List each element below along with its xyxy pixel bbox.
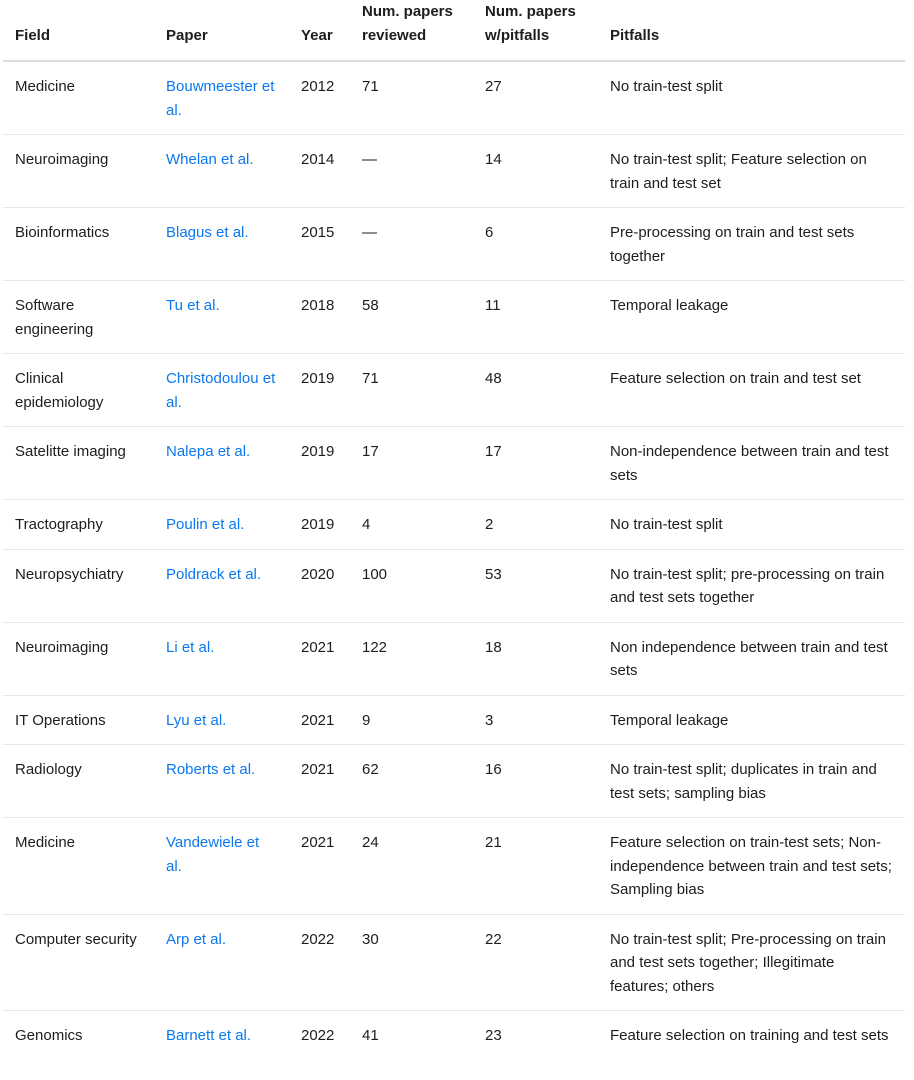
cell-field	[3, 500, 154, 550]
num-with-pitfalls-text: 16	[485, 761, 502, 778]
year-text: 2022	[301, 1027, 335, 1044]
table-row	[3, 208, 905, 281]
paper-link[interactable]: Christodoulou et al.	[166, 370, 276, 411]
num-reviewed-text: 71	[362, 370, 379, 387]
cell-num-with-pitfalls	[473, 622, 598, 695]
field-text: Clinical epidemiology	[15, 370, 104, 411]
year-text: 2019	[301, 443, 335, 460]
pitfalls-text: Feature selection on training and test sets	[610, 1027, 889, 1044]
cell-field	[3, 914, 154, 1011]
cell-field	[3, 1011, 154, 1060]
pitfalls-text: No train-test split; duplicates in train and test sets; sampling bias	[610, 761, 877, 802]
field-text: Tractography	[15, 516, 103, 533]
num-reviewed-text: 122	[362, 638, 388, 656]
paper-link[interactable]: Blagus et al.	[166, 224, 249, 241]
field-text: Radiology	[15, 761, 82, 778]
num-reviewed-text: 71	[362, 78, 379, 95]
num-with-pitfalls-text: 22	[485, 930, 502, 948]
field-text: IT Operations	[15, 711, 106, 729]
cell-paper	[154, 61, 289, 135]
cell-year	[289, 135, 350, 208]
pitfalls-text: Non independence between train and test sets	[610, 638, 888, 679]
cell-num-with-pitfalls	[473, 695, 598, 745]
cell-num-reviewed	[350, 695, 473, 745]
header-paper: Paper	[154, 0, 289, 61]
table-row	[3, 549, 905, 622]
cell-pitfalls	[598, 61, 905, 135]
cell-pitfalls	[598, 818, 905, 915]
cell-num-with-pitfalls	[473, 914, 598, 1011]
cell-paper	[154, 622, 289, 695]
cell-num-reviewed	[350, 549, 473, 622]
cell-year	[289, 1011, 350, 1060]
num-reviewed-text: —	[362, 151, 377, 168]
cell-pitfalls	[598, 745, 905, 818]
cell-num-with-pitfalls	[473, 135, 598, 208]
cell-field	[3, 622, 154, 695]
year-text: 2020	[301, 565, 335, 583]
pitfalls-table	[3, 0, 905, 1060]
field-text: Computer security	[15, 930, 137, 948]
cell-num-with-pitfalls	[473, 281, 598, 354]
table-body	[3, 61, 905, 1060]
pitfalls-text: No train-test split; Feature selection on train and test set	[610, 151, 867, 192]
year-text: 2021	[301, 761, 335, 778]
cell-field	[3, 818, 154, 915]
pitfalls-text: No train-test split; pre-processing on train and test sets together	[610, 565, 885, 606]
field-text: Neuropsychiatry	[15, 565, 124, 583]
cell-paper	[154, 135, 289, 208]
cell-pitfalls	[598, 1011, 905, 1060]
cell-num-reviewed	[350, 500, 473, 550]
num-with-pitfalls-text: 11	[485, 297, 501, 314]
cell-pitfalls	[598, 500, 905, 550]
header-num-reviewed: Num. papers reviewed	[350, 0, 473, 61]
cell-field	[3, 61, 154, 135]
num-reviewed-text: 41	[362, 1027, 379, 1044]
paper-link[interactable]: Nalepa et al.	[166, 443, 251, 460]
cell-pitfalls	[598, 695, 905, 745]
year-text: 2014	[301, 151, 335, 168]
paper-link[interactable]: Poulin et al.	[166, 516, 245, 533]
table-row	[3, 622, 905, 695]
paper-link[interactable]: Poldrack et al.	[166, 565, 262, 583]
num-with-pitfalls-text: 48	[485, 370, 502, 387]
num-with-pitfalls-text: 18	[485, 638, 502, 656]
num-reviewed-text: 58	[362, 297, 379, 314]
num-with-pitfalls-text: 2	[485, 516, 494, 533]
cell-paper	[154, 354, 289, 427]
cell-pitfalls	[598, 354, 905, 427]
cell-year	[289, 914, 350, 1011]
cell-num-with-pitfalls	[473, 1011, 598, 1060]
pitfalls-text: Feature selection on train-test sets; Non-independence between train and test sets; Sampling bias	[610, 834, 892, 898]
num-with-pitfalls-text: 53	[485, 565, 502, 583]
field-text: Genomics	[15, 1027, 83, 1044]
cell-field	[3, 549, 154, 622]
paper-link[interactable]: Barnett et al.	[166, 1027, 252, 1044]
paper-link[interactable]: Arp et al.	[166, 930, 227, 948]
cell-field	[3, 208, 154, 281]
cell-num-reviewed	[350, 61, 473, 135]
paper-link[interactable]: Vandewiele et al.	[166, 834, 260, 875]
year-text: 2021	[301, 638, 335, 656]
pitfalls-text: Non-independence between train and test sets	[610, 443, 889, 484]
table-row	[3, 914, 905, 1011]
cell-year	[289, 500, 350, 550]
cell-pitfalls	[598, 208, 905, 281]
cell-paper	[154, 208, 289, 281]
pitfalls-text: Feature selection on train and test set	[610, 370, 861, 387]
cell-field	[3, 281, 154, 354]
cell-paper	[154, 695, 289, 745]
cell-num-with-pitfalls	[473, 61, 598, 135]
num-reviewed-text: 9	[362, 711, 371, 729]
table-row	[3, 354, 905, 427]
table-row	[3, 281, 905, 354]
cell-paper	[154, 500, 289, 550]
pitfalls-text: Temporal leakage	[610, 297, 729, 314]
num-with-pitfalls-text: 17	[485, 443, 502, 460]
cell-num-with-pitfalls	[473, 500, 598, 550]
cell-year	[289, 281, 350, 354]
header-year: Year	[289, 0, 350, 61]
paper-link[interactable]: Roberts et al.	[166, 761, 256, 778]
pitfalls-text: No train-test split; Pre-processing on train and test sets together; Illegitimate features; others	[610, 930, 886, 995]
cell-num-reviewed	[350, 354, 473, 427]
header-row	[3, 0, 905, 61]
cell-paper	[154, 427, 289, 500]
year-text: 2021	[301, 711, 335, 729]
num-with-pitfalls-text: 3	[485, 711, 494, 729]
cell-year	[289, 549, 350, 622]
table-row	[3, 818, 905, 915]
cell-num-with-pitfalls	[473, 427, 598, 500]
year-text: 2019	[301, 516, 335, 533]
table-row	[3, 135, 905, 208]
cell-pitfalls	[598, 914, 905, 1011]
cell-pitfalls	[598, 427, 905, 500]
table-row	[3, 695, 905, 745]
num-reviewed-text: —	[362, 224, 377, 241]
table-row	[3, 745, 905, 818]
cell-paper	[154, 914, 289, 1011]
num-with-pitfalls-text: 14	[485, 151, 502, 168]
cell-num-with-pitfalls	[473, 745, 598, 818]
cell-num-reviewed	[350, 208, 473, 281]
cell-paper	[154, 818, 289, 915]
header-num-with-pitfalls: Num. papers w/pitfalls	[473, 0, 598, 61]
field-text: Neuroimaging	[15, 151, 109, 168]
cell-year	[289, 208, 350, 281]
cell-num-reviewed	[350, 914, 473, 1011]
num-reviewed-text: 17	[362, 443, 379, 460]
year-text: 2019	[301, 370, 335, 387]
field-text: Medicine	[15, 834, 76, 851]
cell-pitfalls	[598, 549, 905, 622]
year-text: 2018	[301, 297, 335, 314]
cell-paper	[154, 1011, 289, 1060]
year-text: 2022	[301, 930, 335, 948]
pitfalls-text: Temporal leakage	[610, 711, 729, 729]
table-row	[3, 61, 905, 135]
field-text: Neuroimaging	[15, 638, 109, 656]
paper-link[interactable]: Lyu et al.	[166, 711, 227, 729]
cell-num-with-pitfalls	[473, 549, 598, 622]
table-row	[3, 500, 905, 550]
cell-year	[289, 354, 350, 427]
cell-num-reviewed	[350, 745, 473, 818]
cell-year	[289, 695, 350, 745]
cell-year	[289, 427, 350, 500]
num-with-pitfalls-text: 23	[485, 1027, 502, 1044]
pitfalls-text: No train-test split	[610, 78, 723, 95]
cell-field	[3, 427, 154, 500]
table-row	[3, 427, 905, 500]
num-reviewed-text: 24	[362, 834, 379, 851]
cell-num-reviewed	[350, 622, 473, 695]
paper-link[interactable]: Whelan et al.	[166, 151, 254, 168]
num-with-pitfalls-text: 6	[485, 224, 494, 241]
table-header	[3, 0, 905, 61]
field-text: Satelitte imaging	[15, 443, 126, 460]
table-row	[3, 1011, 905, 1060]
cell-year	[289, 745, 350, 818]
field-text: Bioinformatics	[15, 224, 110, 241]
cell-year	[289, 818, 350, 915]
header-pitfalls: Pitfalls	[598, 0, 905, 61]
cell-year	[289, 622, 350, 695]
cell-num-with-pitfalls	[473, 354, 598, 427]
cell-num-reviewed	[350, 427, 473, 500]
num-reviewed-text: 100	[362, 565, 388, 583]
cell-num-with-pitfalls	[473, 208, 598, 281]
cell-field	[3, 135, 154, 208]
cell-pitfalls	[598, 281, 905, 354]
num-reviewed-text: 4	[362, 516, 371, 533]
num-with-pitfalls-text: 21	[485, 834, 502, 851]
num-reviewed-text: 62	[362, 761, 379, 778]
cell-paper	[154, 745, 289, 818]
cell-field	[3, 745, 154, 818]
cell-pitfalls	[598, 622, 905, 695]
cell-pitfalls	[598, 135, 905, 208]
field-text: Medicine	[15, 78, 76, 95]
cell-paper	[154, 549, 289, 622]
cell-field	[3, 354, 154, 427]
cell-field	[3, 695, 154, 745]
pitfalls-text: Pre-processing on train and test sets together	[610, 224, 855, 265]
header-field: Field	[3, 0, 154, 61]
cell-paper	[154, 281, 289, 354]
year-text: 2021	[301, 834, 335, 851]
cell-year	[289, 61, 350, 135]
field-text: Software engineering	[15, 297, 94, 338]
num-reviewed-text: 30	[362, 930, 379, 948]
paper-link[interactable]: Bouwmeester et al.	[166, 78, 275, 119]
year-text: 2015	[301, 224, 335, 241]
paper-link[interactable]: Li et al.	[166, 638, 215, 656]
year-text: 2012	[301, 78, 335, 95]
cell-num-reviewed	[350, 281, 473, 354]
pitfalls-text: No train-test split	[610, 516, 723, 533]
cell-num-with-pitfalls	[473, 818, 598, 915]
num-with-pitfalls-text: 27	[485, 78, 502, 95]
cell-num-reviewed	[350, 818, 473, 915]
cell-num-reviewed	[350, 135, 473, 208]
cell-num-reviewed	[350, 1011, 473, 1060]
paper-link[interactable]: Tu et al.	[166, 297, 220, 314]
